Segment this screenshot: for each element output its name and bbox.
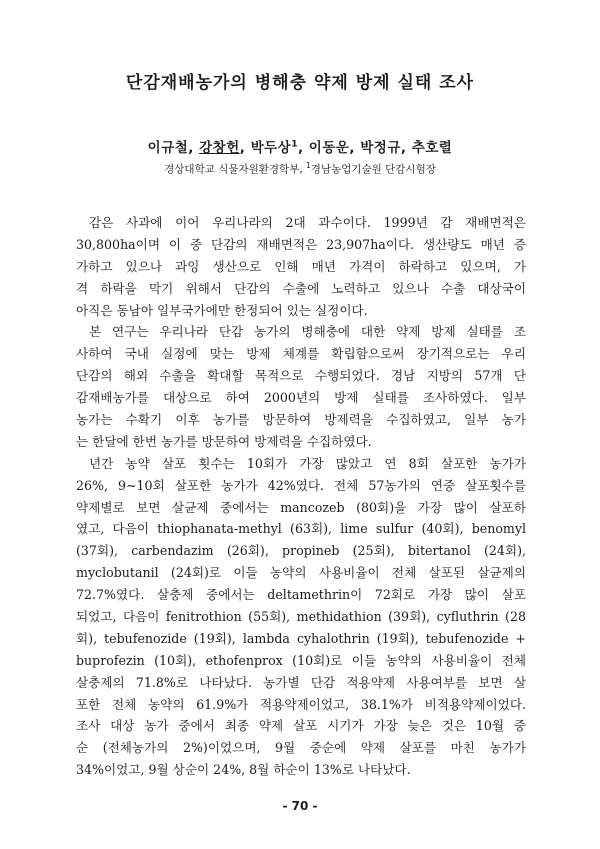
body-line: 포한 전체 농약의 61.9%가 적용약제이었고, 38.1%가 비적용약제이었다. [76, 696, 526, 712]
body-line: (37회), carbendazim (26회), propineb (25회), bitertanol (24회), [76, 543, 526, 559]
author-3: , 박두상 [239, 140, 292, 156]
author-3-affil-mark: 1 [291, 139, 298, 150]
affiliation [0, 161, 600, 177]
body-line: 가하고 있으나 과잉 생산으로 인해 매년 가격이 하락하고 있으며, 가 [76, 258, 526, 274]
affiliation-2: 경남농업기술원 단감시험장 [310, 163, 436, 176]
abstract-body [76, 212, 526, 781]
body-line: 조사 대상 농가 중에서 최종 약제 살포 시기가 가장 늦은 것은 10월 중 [76, 718, 526, 734]
body-line: myclobutanil (24회)로 이들 농약의 사용비율이 전체 살포된 살균제의 [76, 565, 526, 581]
body-line: 년간 농약 살포 횟수는 10회가 가장 많았고 연 8회 살포한 농가가 [89, 455, 526, 471]
body-line: 농가는 수확기 이후 농가를 방문하여 방제력을 수집하였고, 일부 농가 [76, 412, 526, 428]
body-line: 34%이었고, 9월 상순이 24%, 8월 하순이 13%로 나타났다. [76, 762, 411, 778]
author-rest: , 이동운, 박정규, 추호렬 [297, 140, 453, 156]
paper-title: 단감재배농가의 병해충 약제 방제 실태 조사 [125, 73, 475, 93]
affiliation-mark: 1 [306, 161, 311, 170]
presenting-author: 강창헌 [199, 140, 240, 156]
body-line: 사하여 국내 실정에 맞는 방제 체계를 확립함으로써 장기적으로는 우리 [76, 346, 526, 362]
author-1: 이규철, [147, 140, 200, 156]
body-line: 26%, 9~10회 살포한 농가가 42%였다. 전체 57농가의 연중 살포횟수를 [76, 477, 526, 493]
body-line: 약제별로 보면 살균제 중에서는 mancozeb (80회)을 가장 많이 살포하 [76, 499, 526, 515]
affiliation-1: 경상대학교 식물자원환경학부, [164, 163, 307, 176]
body-line: 살충제의 71.8%로 나타났다. 농가별 단감 적용약제 사용여부를 보면 살 [76, 674, 526, 690]
body-line: 격 하락을 막기 위해서 단감의 수출에 노력하고 있으나 수출 대상국이 [76, 280, 526, 296]
body-line: 회), tebufenozide (19회), lambda cyhalothrin (19회), tebufenozide + [76, 630, 526, 646]
body-line: 감재배농가를 대상으로 하여 2000년의 방제 실태를 조사하였다. 일부 [76, 390, 526, 406]
body-line: 는 한달에 한번 농가를 방문하여 방제력을 수집하였다. [76, 433, 372, 449]
page-number: - 70 - [282, 799, 318, 813]
body-line: 30,800ha이며 이 중 단감의 재배면적은 23,907ha이다. 생산량도 매년 증 [76, 236, 526, 252]
body-line: 였고, 다음이 thiophanata-methyl (63회), lime sulfur (40회), benomyl [76, 521, 526, 537]
body-line: 감은 사과에 이어 우리나라의 2대 과수이다. 1999년 감 재배면적은 [89, 215, 526, 230]
body-line: buprofezin (10회), ethofenprox (10회)로 이들 농약의 사용비율이 전체 [76, 652, 526, 668]
body-line: 본 연구는 우리나라 단감 농가의 병해충에 대한 약제 방제 실태를 조 [89, 324, 526, 340]
author-list [0, 136, 600, 156]
body-line: 순 (전체농가의 2%)이었으며, 9월 중순에 약제 살포를 마친 농가가 [76, 740, 526, 756]
body-line: 단감의 해외 수출을 확대할 목적으로 수행되었다. 경남 지방의 57개 단 [76, 368, 526, 384]
body-line: 72.7%였다. 살충제 중에서는 deltamethrin이 72회로 가장 많이 살포 [76, 587, 526, 603]
body-line: 아직은 동남아 일부국가에만 한정되어 있는 실정이다. [76, 302, 368, 318]
body-line: 되었고, 다음이 fenitrothion (55회), methidathion (39회), cyfluthrin (28 [76, 609, 526, 625]
